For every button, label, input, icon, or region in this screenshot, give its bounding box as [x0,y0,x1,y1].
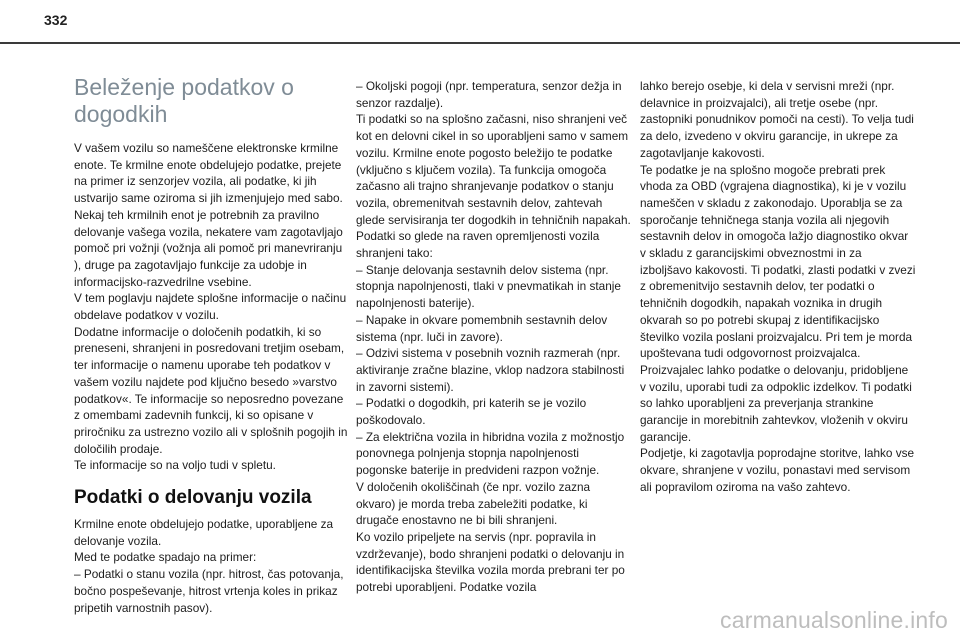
paragraph: Te informacije so na voljo tudi v spletu. [74,458,276,473]
subsection-title: Podatki o delovanju vozila [74,487,312,509]
list-item: – Napake in okvare pomembnih sestavnih delov sistema (npr. luči in zavore). [356,312,608,344]
header-rule [0,42,960,44]
paragraph: V vašem vozilu so nameščene elektronske krmilne enote. Te krmilne enote obdelujejo podatke, prejete na primer iz senzorjev vozila, ali podatke, ki jih ustvarijo same oziroma si jih izmenjujejo med sabo. Nekaj teh krmilnih enot je potrebnih za pravilno delovanje vašega vozila, nekatere vam zagotavljajo pomoč pri vožnji (vožnja ali pomoč pri manevriranju ), druge pa zagotavljajo funkcije za udobje in informacijsko-razvedrilne vsebine. [74,141,343,289]
paragraph: Ko vozilo pripeljete na servis (npr. popravila in vzdrževanje), bodo shranjeni podatki o delovanju in identifikacijska številka vozila morda prebrani ter po potrebi uporabljeni. Podatke vozila [356,529,625,595]
column-right [640,78,916,496]
paragraph: Krmilne enote obdelujejo podatke, uporabljene za delovanje vozila. [74,517,334,548]
paragraph: V tem poglavju najdete splošne informacije o načinu obdelave podatkov v vozilu. [74,291,347,323]
list-item: – Odzivi sistema v posebnih voznih razmerah (npr. aktiviranje zračne blazine, vklop nadzora stabilnosti in zavorni sistemi). [356,346,625,394]
paragraph: Podjetje, ki zagotavlja poprodajne storitve, lahko vse okvare, shranjene v vozilu, ponastavi med servisom ali popravilom oziroma na vašo zahtevo. [640,446,915,494]
list-item: – Podatki o dogodkih, pri katerih se je vozilo poškodovalo. [356,396,587,428]
paragraph: Ti podatki so na splošno začasni, niso shranjeni več kot en delovni cikel in so uporabljeni samo v samem vozilu. Krmilne enote pogosto beležijo te podatke (vključno s ključem vozila). Ta funkcija omogoča začasno ali trajno shranjevanje podatkov o stanju vozila, obremenitvah sestavnih delov, zahtevah glede servisiranja ter dogodkih in tehničnih napakah. [356,112,631,227]
paragraph: V določenih okoliščinah (če npr. vozilo zazna okvaro) je morda treba zabeležiti podatke, ki drugače enostavno ne bi bili shranjeni. [356,479,591,528]
list-item: – Okoljski pogoji (npr. temperatura, senzor dežja in senzor razdalje). [356,79,622,110]
list-item: – Stanje delovanja sestavnih delov sistema (npr. stopnja napolnjenosti, tlaki v pnevmatikah in stanje napolnjenosti baterije). [356,262,621,311]
column-left [74,74,350,616]
watermark: carmanualsonline.info [720,607,948,633]
paragraph: lahko berejo osebje, ki dela v servisni mreži (npr. delavnice in proizvajalci), ali tretje osebe (npr. zastopniki ponudnikov pomoči na cesti). To velja tudi za delo, izvedeno v okviru garancije, in ukrepe za zagotavljanje kakovosti. [640,79,914,160]
page-number: 332 [44,12,68,28]
paragraph: Med te podatke spadajo na primer: [74,550,257,565]
paragraph: Te podatke je na splošno mogoče prebrati prek vhoda za OBD (vgrajena diagnostika), ki je v vozilu nameščen v skladu z zakonodajo. Uporablja se za sporočanje tehničnega stanja vozila ali njegovih sestavnih delov in omogoča lažjo diagnostiko okvar v skladu z garancijskimi obveznostmi in za izboljšavo kakovosti. Ti podatki, zlasti podatki v zvezi z obremenitvijo sestavnih delov, ter podatki o tehničnih dogodkih, napakah voznika in drugih okvarah so po potrebi skupaj z identifikacijsko številko vozila poslani proizvajalcu. Pri tem je morda upoštevana tudi odgovornost proizvajalca. Proizvajalec lahko podatke o delovanju, pridobljene v vozilu, uporabi tudi za odpoklic izdelkov. Ti podatki so lahko uporabljeni za preverjanja strankine garancije in morebitnih zahtevkov, vloženih v okviru garancije. [640,162,916,444]
column-middle [356,78,632,596]
paragraph: Podatki so glede na raven opremljenosti vozila shranjeni tako: [356,229,600,261]
paragraph: Dodatne informacije o določenih podatkih, ki so preneseni, shranjeni in posredovani tretjim osebam, ter informacije o namenu uporabe teh podatkov v vašem vozilu najdete pod ključno besedo »varstvo podatkov«. Te informacije so neposredno povezane z omembami zadevnih funkcij, ki so opisane v priročniku za ustrezno vozilo ali v splošnih pogojih in določilih prodaje. [74,324,348,456]
list-item: – Za električna vozila in hibridna vozila z možnostjo ponovnega polnjenja stopnja napolnjenosti pogonske baterije in predvideni razpon vožnje. [356,429,625,478]
section-title: Beleženje podatkov o dogodkih [74,74,294,127]
list-item: – Podatki o stanu vozila (npr. hitrost, čas potovanja, bočno pospeševanje, hitrost vrtenja koles in prikaz pripetih varnostnih pasov). [74,567,344,615]
